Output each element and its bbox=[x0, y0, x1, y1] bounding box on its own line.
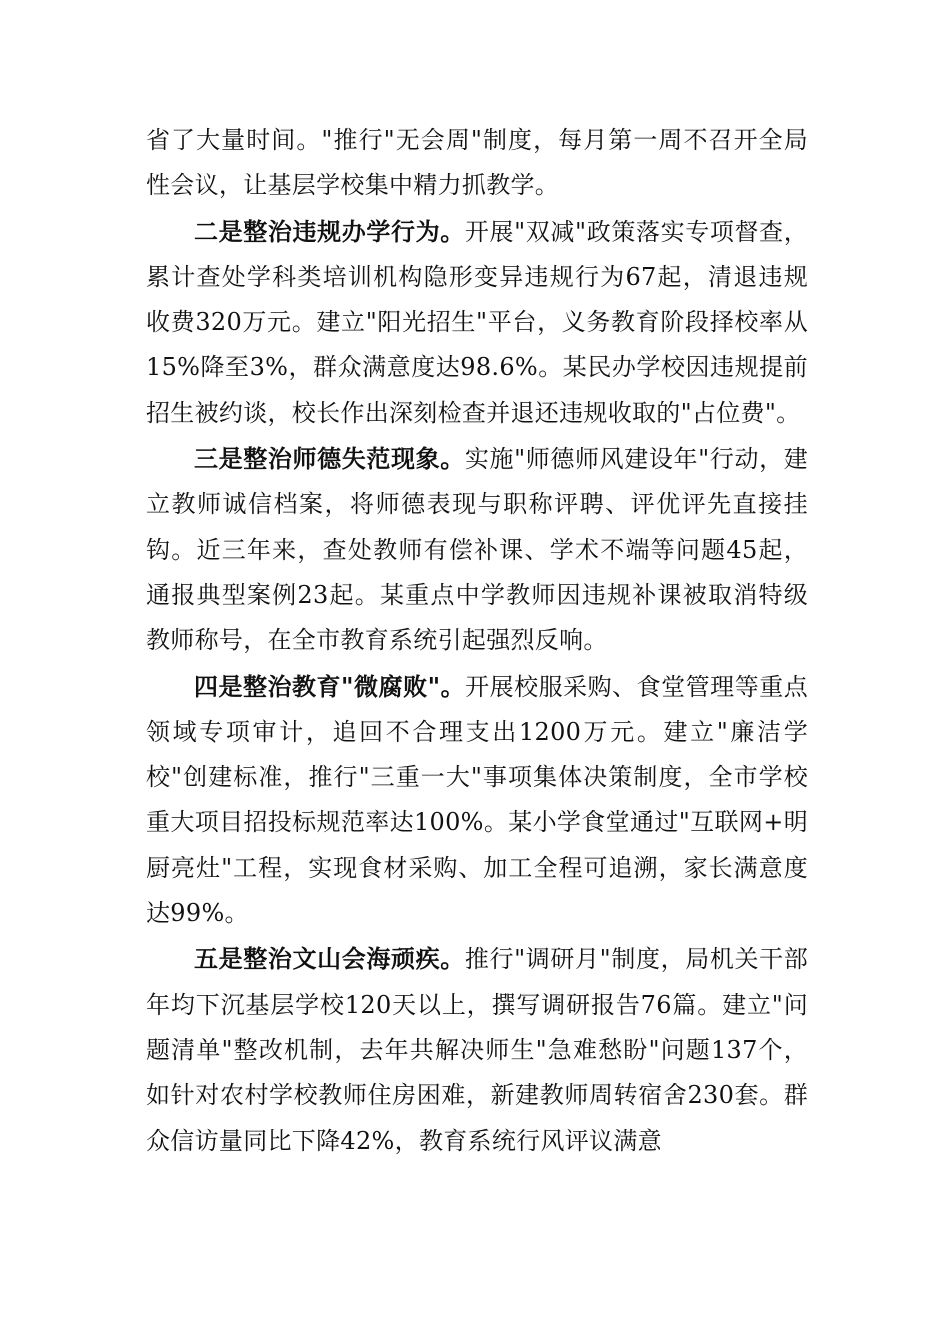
paragraph-body: 开展校服采购、食堂管理等重点领域专项审计，追回不合理支出1200万元。建立"廉洁学校"创建标准，推行"三重一大"事项集体决策制度，全市学校重大项目招投标规范率达100%。某小学食堂通过"互联网+明厨亮灶"工程，实现食材采购、加工全程可追溯，家长满意度达99%。 bbox=[146, 672, 809, 928]
paragraph-lead: 四是整治教育"微腐败"。 bbox=[194, 671, 466, 701]
paragraph-item-2 bbox=[146, 209, 808, 436]
paragraph-body: 省了大量时间。"推行"无会周"制度，每月第一周不召开全局性会议，让基层学校集中精力抓教学。 bbox=[146, 126, 808, 200]
paragraph-lead: 三是整治师德失范现象。 bbox=[194, 444, 465, 474]
paragraph-lead: 二是整治违规办学行为。 bbox=[194, 216, 465, 246]
paragraph-body: 推行"调研月"制度，局机关干部年均下沉基层学校120天以上，撰写调研报告76篇。建立"问题清单"整改机制，去年共解决师生"急难愁盼"问题137个，如针对农村学校教师住房困难，新建教师周转宿舍230套。群众信访量同比下降42%，教育系统行风评议满意 bbox=[146, 945, 808, 1155]
paragraph-continuation bbox=[146, 118, 808, 209]
paragraph-item-5 bbox=[146, 936, 808, 1163]
document-page bbox=[146, 118, 808, 1164]
paragraph-body: 开展"双减"政策落实专项督查，累计查处学科类培训机构隐形变异违规行为67起，清退违规收费320万元。建立"阳光招生"平台，义务教育阶段择校率从15%降至3%，群众满意度达98.6%。某民办学校因违规提前招生被约谈，校长作出深刻检查并退还违规收取的"占位费"。 bbox=[146, 217, 808, 427]
paragraph-item-4 bbox=[146, 664, 808, 937]
paragraph-item-3 bbox=[146, 436, 808, 663]
paragraph-body: 实施"师德师风建设年"行动，建立教师诚信档案，将师德表现与职称评聘、评优评先直接挂钩。近三年来，查处教师有偿补课、学术不端等问题45起，通报典型案例23起。某重点中学教师因违规补课被取消特级教师称号，在全市教育系统引起强烈反响。 bbox=[146, 445, 808, 655]
paragraph-lead: 五是整治文山会海顽疾。 bbox=[194, 944, 465, 974]
